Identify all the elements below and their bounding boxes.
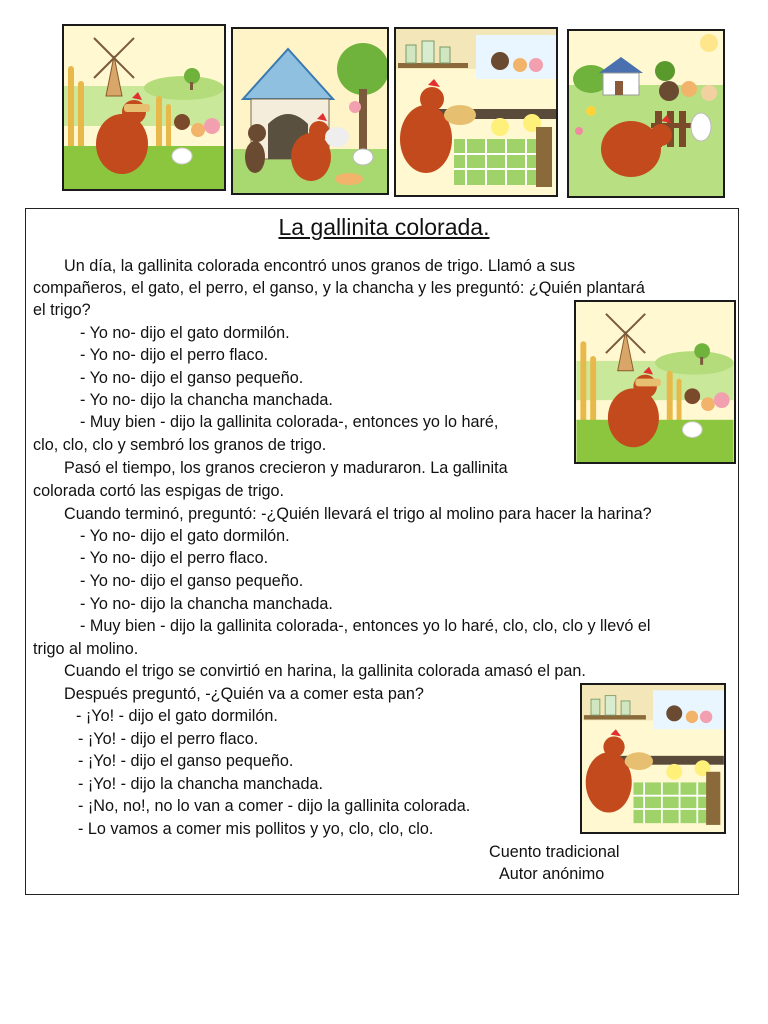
hen-at-farmhouse-illustration [567, 29, 725, 198]
story-line: - Muy bien - dijo la gallinita colorada-, entonces yo lo haré, clo, clo, clo y llevó el [80, 617, 651, 635]
story-line: Pasó el tiempo, los granos crecieron y maduraron. La gallinita [64, 459, 508, 477]
story-line: colorada cortó las espigas de trigo. [33, 482, 285, 500]
story-line: Un día, la gallinita colorada encontró unos granos de trigo. Llamó a sus [64, 257, 576, 275]
story-line: - Yo no- dijo el gato dormilón. [80, 527, 290, 545]
story-line: - Yo no- dijo el perro flaco. [80, 346, 269, 364]
story-line: compañeros, el gato, el perro, el ganso, y la chancha y les preguntó: ¿Quién plantará [33, 279, 645, 297]
story-line: - Yo no- dijo la chancha manchada. [80, 595, 333, 613]
credit-author: Autor anónimo [499, 865, 605, 883]
hen-serving-bread-inline-illustration [580, 683, 726, 834]
hen-with-wheat-illustration [62, 24, 226, 191]
story-line: - ¡Yo! - dijo el ganso pequeño. [78, 752, 294, 770]
story-line: - ¡No, no!, no lo van a comer - dijo la gallinita colorada. [78, 797, 471, 815]
story-line: - ¡Yo! - dijo el gato dormilón. [76, 707, 278, 725]
story-line: - Yo no- dijo la chancha manchada. [80, 391, 333, 409]
story-title: La gallinita colorada. [278, 214, 490, 240]
story-line: Después preguntó, -¿Quién va a comer esta pan? [64, 685, 424, 703]
story-line: Cuando el trigo se convirtió en harina, la gallinita colorada amasó el pan. [64, 662, 586, 680]
story-line: el trigo? [33, 301, 91, 319]
story-line: - Yo no- dijo el ganso pequeño. [80, 572, 304, 590]
story-line: - Yo no- dijo el gato dormilón. [80, 324, 290, 342]
story-line: - Muy bien - dijo la gallinita colorada-, entonces yo lo haré, [80, 413, 499, 431]
story-line: - Lo vamos a comer mis pollitos y yo, clo, clo, clo. [78, 820, 434, 838]
story-line: Cuando terminó, preguntó: -¿Quién llevará el trigo al molino para hacer la harina? [64, 505, 652, 523]
hen-serving-bread-illustration [394, 27, 558, 197]
story-line: - Yo no- dijo el perro flaco. [80, 549, 269, 567]
credit-tradition: Cuento tradicional [489, 843, 620, 861]
story-line: - ¡Yo! - dijo la chancha manchada. [78, 775, 324, 793]
hen-at-barn-illustration [231, 27, 389, 195]
story-line: - ¡Yo! - dijo el perro flaco. [78, 730, 259, 748]
story-line: clo, clo, clo y sembró los granos de trigo. [33, 436, 327, 454]
story-line: - Yo no- dijo el ganso pequeño. [80, 369, 304, 387]
hen-with-wheat-inline-illustration [574, 300, 736, 464]
story-line: trigo al molino. [33, 640, 139, 658]
